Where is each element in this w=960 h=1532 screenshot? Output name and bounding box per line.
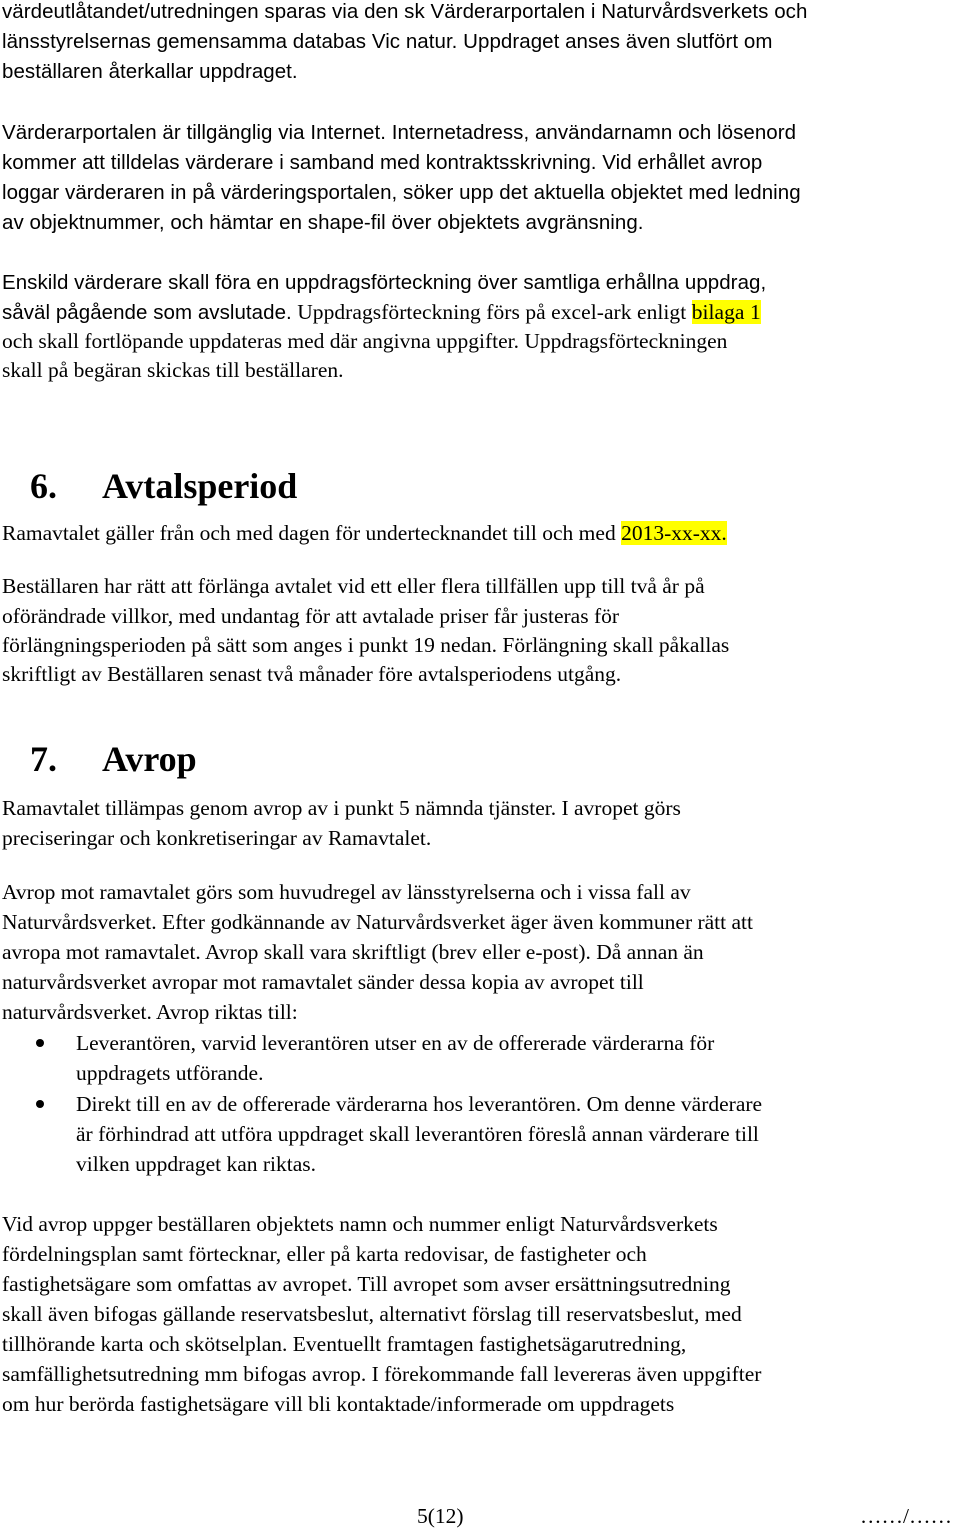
text-line: Vid avrop uppger beställaren objektets namn och nummer enligt Naturvårdsverkets xyxy=(2,1212,718,1236)
text-line: fastighetsägare som omfattas av avropet. Till avropet som avser ersättningsutredning xyxy=(2,1272,731,1296)
text-segment: Uppdragsförteckning förs på excel-ark enligt xyxy=(291,300,692,324)
text-segment: såväl pågående som avslutade. xyxy=(2,301,292,324)
text-line: Beställaren har rätt att förlänga avtalet vid ett eller flera tillfällen upp till två år på xyxy=(2,574,705,598)
text-line: om hur berörda fastighetsägare vill bli kontaktade/informerade om uppdragets xyxy=(2,1392,675,1416)
text-line xyxy=(2,297,761,328)
text-line: länsstyrelsernas gemensamma databas Vic natur. Uppdraget anses även slutfört om xyxy=(2,30,773,53)
section-heading xyxy=(30,464,297,508)
text-line: skall även bifogas gällande reservatsbeslut, alternativt förslag till reservatsbeslut, med xyxy=(2,1302,742,1326)
section-heading xyxy=(30,737,197,781)
bullet-icon xyxy=(36,1039,44,1047)
text-line: naturvårdsverket. Avrop riktas till: xyxy=(2,1000,298,1024)
text-line: samfällighetsutredning mm bifogas avrop. I förekommande fall levereras även uppgifter xyxy=(2,1362,762,1386)
attachment-reference: bilaga 1 xyxy=(691,300,761,324)
text-line: loggar värderaren in på värderingsportalen, söker upp det aktuella objektet med ledning xyxy=(2,181,801,204)
text-line: skall på begäran skickas till beställaren. xyxy=(2,358,344,382)
text-line xyxy=(2,518,727,548)
text-line: beställaren återkallar uppdraget. xyxy=(2,60,298,83)
text-line: Enskild värderare skall föra en uppdragsförteckning över samtliga erhållna uppdrag, xyxy=(2,271,767,294)
page-number: 5(12) xyxy=(417,1504,464,1528)
text-line: värdeutlåtandet/utredningen sparas via den sk Värderarportalen i Naturvårdsverkets och xyxy=(2,0,808,23)
text-line: oförändrade villkor, med undantag för att avtalade priser får justeras för xyxy=(2,604,620,628)
text-line: av objektnummer, och hämtar en shape-fil över objektets avgränsning. xyxy=(2,211,644,234)
text-segment: Ramavtalet gäller från och med dagen för undertecknandet till och med xyxy=(2,521,622,545)
list-item: är förhindrad att utföra uppdraget skall leverantören föreslå annan värderare till xyxy=(76,1122,759,1146)
text-line: fördelningsplan samt förtecknar, eller på karta redovisar, de fastigheter och xyxy=(2,1242,647,1266)
continuation-mark: ……/…… xyxy=(860,1504,952,1528)
section-number: 6. xyxy=(30,466,57,506)
text-line: Värderarportalen är tillgänglig via Internet. Internetadress, användarnamn och lösenord xyxy=(2,121,797,144)
list-item: Direkt till en av de offererade värderarna hos leverantören. Om denne värderare xyxy=(76,1092,763,1116)
text-line: Ramavtalet tillämpas genom avrop av i punkt 5 nämnda tjänster. I avropet görs xyxy=(2,796,681,820)
list-item: vilken uppdraget kan riktas. xyxy=(76,1152,317,1176)
text-line: preciseringar och konkretiseringar av Ramavtalet. xyxy=(2,826,432,850)
section-number: 7. xyxy=(30,739,57,779)
section-title: Avtalsperiod xyxy=(102,466,298,506)
list-item: Leverantören, varvid leverantören utser en av de offererade värderarna för xyxy=(76,1031,715,1055)
text-line: kommer att tilldelas värderare i samband med kontraktsskrivning. Vid erhållet avrop xyxy=(2,151,763,174)
text-line: förlängningsperioden på sätt som anges i punkt 19 nedan. Förlängning skall påkallas xyxy=(2,633,730,657)
text-line: Naturvårdsverket. Efter godkännande av Naturvårdsverket äger även kommuner rätt att xyxy=(2,910,753,934)
text-line: skriftligt av Beställaren senast två månader före avtalsperiodens utgång. xyxy=(2,662,622,686)
text-line: och skall fortlöpande uppdateras med där angivna uppgifter. Uppdragsförteckningen xyxy=(2,329,728,353)
text-line: tillhörande karta och skötselplan. Eventuellt framtagen fastighetsägarutredning, xyxy=(2,1332,687,1356)
bullet-icon xyxy=(36,1100,44,1108)
text-line: Avrop mot ramavtalet görs som huvudregel av länsstyrelserna och i vissa fall av xyxy=(2,880,691,904)
list-item: uppdragets utförande. xyxy=(76,1061,264,1085)
text-line: avropa mot ramavtalet. Avrop skall vara skriftligt (brev eller e-post). Då annan än xyxy=(2,940,704,964)
section-title: Avrop xyxy=(102,739,197,779)
text-line: naturvårdsverket avropar mot ramavtalet sänder dessa kopia av avropet till xyxy=(2,970,644,994)
date-placeholder: 2013-xx-xx. xyxy=(621,521,727,545)
